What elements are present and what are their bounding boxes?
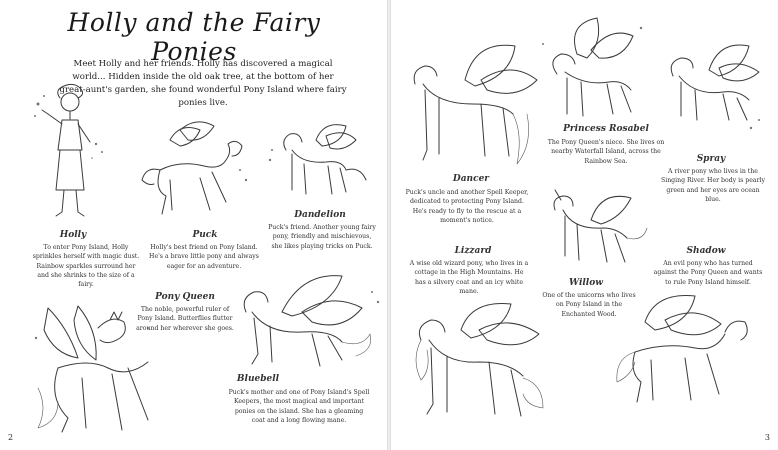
character-name-lizzard: Lizzard bbox=[454, 246, 492, 256]
bluebell-illustration bbox=[232, 272, 382, 382]
right-page bbox=[391, 0, 778, 450]
character-desc-bluebell: Puck's mother and one of Pony Island's Spell Keepers, the most magical and important ponies on the island. She has a gleaming coat and a long flowing mane. bbox=[228, 389, 370, 424]
princess-rosabel-illustration bbox=[537, 14, 647, 124]
spray-illustration bbox=[659, 40, 769, 140]
character-desc-spray: A river pony who lives in the Singing River. Her body is pearly green and her eyes are ocean blue. bbox=[660, 168, 766, 203]
character-desc-shadow: An evil pony who has turned against the Pony Queen and wants to rule Pony Island himself. bbox=[653, 260, 763, 286]
character-name-spray: Spray bbox=[696, 154, 726, 164]
character-name-bluebell: Bluebell bbox=[236, 374, 280, 384]
shadow-illustration bbox=[615, 292, 765, 412]
character-desc-holly: To enter Pony Island, Holly sprinkles herself with magic dust. Rainbow sparkles surround her and she shrinks to the size of a fairy. bbox=[32, 244, 140, 289]
character-desc-puck: Holly's best friend on Pony Island. He's a brave little pony and always eager for an adventure. bbox=[149, 244, 259, 270]
lizzard-illustration bbox=[411, 300, 551, 440]
character-name-dandelion: Dandelion bbox=[294, 210, 346, 220]
page-number-left: 2 bbox=[8, 433, 14, 442]
dancer-illustration bbox=[405, 40, 545, 180]
intro-text: Meet Holly and her friends. Holly has discovered a magical world... Hidden inside the old oak tree, at the bottom of her great-aunt's garden, she found wonderful Pony Island where fairy ponies live. bbox=[59, 59, 347, 108]
character-desc-willow: One of the unicorns who lives on Pony Island in the Enchanted Wood. bbox=[542, 292, 636, 318]
page-title: Holly and the Fairy Ponies bbox=[67, 8, 321, 66]
character-name-princess-rosabel: Princess Rosabel bbox=[563, 124, 649, 134]
character-desc-dandelion: Puck's friend. Another young fairy pony, friendly and mischievous, she likes playing tricks on Puck. bbox=[268, 224, 376, 250]
character-desc-dancer: Puck's uncle and another Spell Keeper, dedicated to protecting Pony Island. He's ready to fly to the rescue at a moment's notice. bbox=[405, 189, 529, 224]
character-name-puck: Puck bbox=[192, 230, 218, 240]
character-desc-lizzard: A wise old wizard pony, who lives in a cottage in the High Mountains. He has a silvery coat and an icy white mane. bbox=[409, 260, 529, 295]
character-name-dancer: Dancer bbox=[452, 174, 490, 184]
character-name-shadow: Shadow bbox=[686, 246, 726, 256]
character-desc-pony-queen: The noble, powerful ruler of Pony Island. Butterflies flutter around her wherever she goes. bbox=[136, 306, 234, 332]
willow-illustration bbox=[541, 190, 651, 280]
character-name-willow: Willow bbox=[569, 278, 603, 288]
character-desc-princess-rosabel: The Pony Queen's niece. She lives on nearby Waterfall Island, across the Rainbow Sea. bbox=[547, 139, 665, 165]
page-number-right: 3 bbox=[764, 433, 770, 442]
holly-illustration bbox=[30, 88, 110, 228]
character-name-pony-queen: Pony Queen bbox=[155, 292, 215, 302]
puck-illustration bbox=[140, 120, 250, 220]
dandelion-illustration bbox=[266, 120, 376, 210]
left-page bbox=[0, 0, 387, 450]
character-name-holly: Holly bbox=[59, 230, 87, 240]
